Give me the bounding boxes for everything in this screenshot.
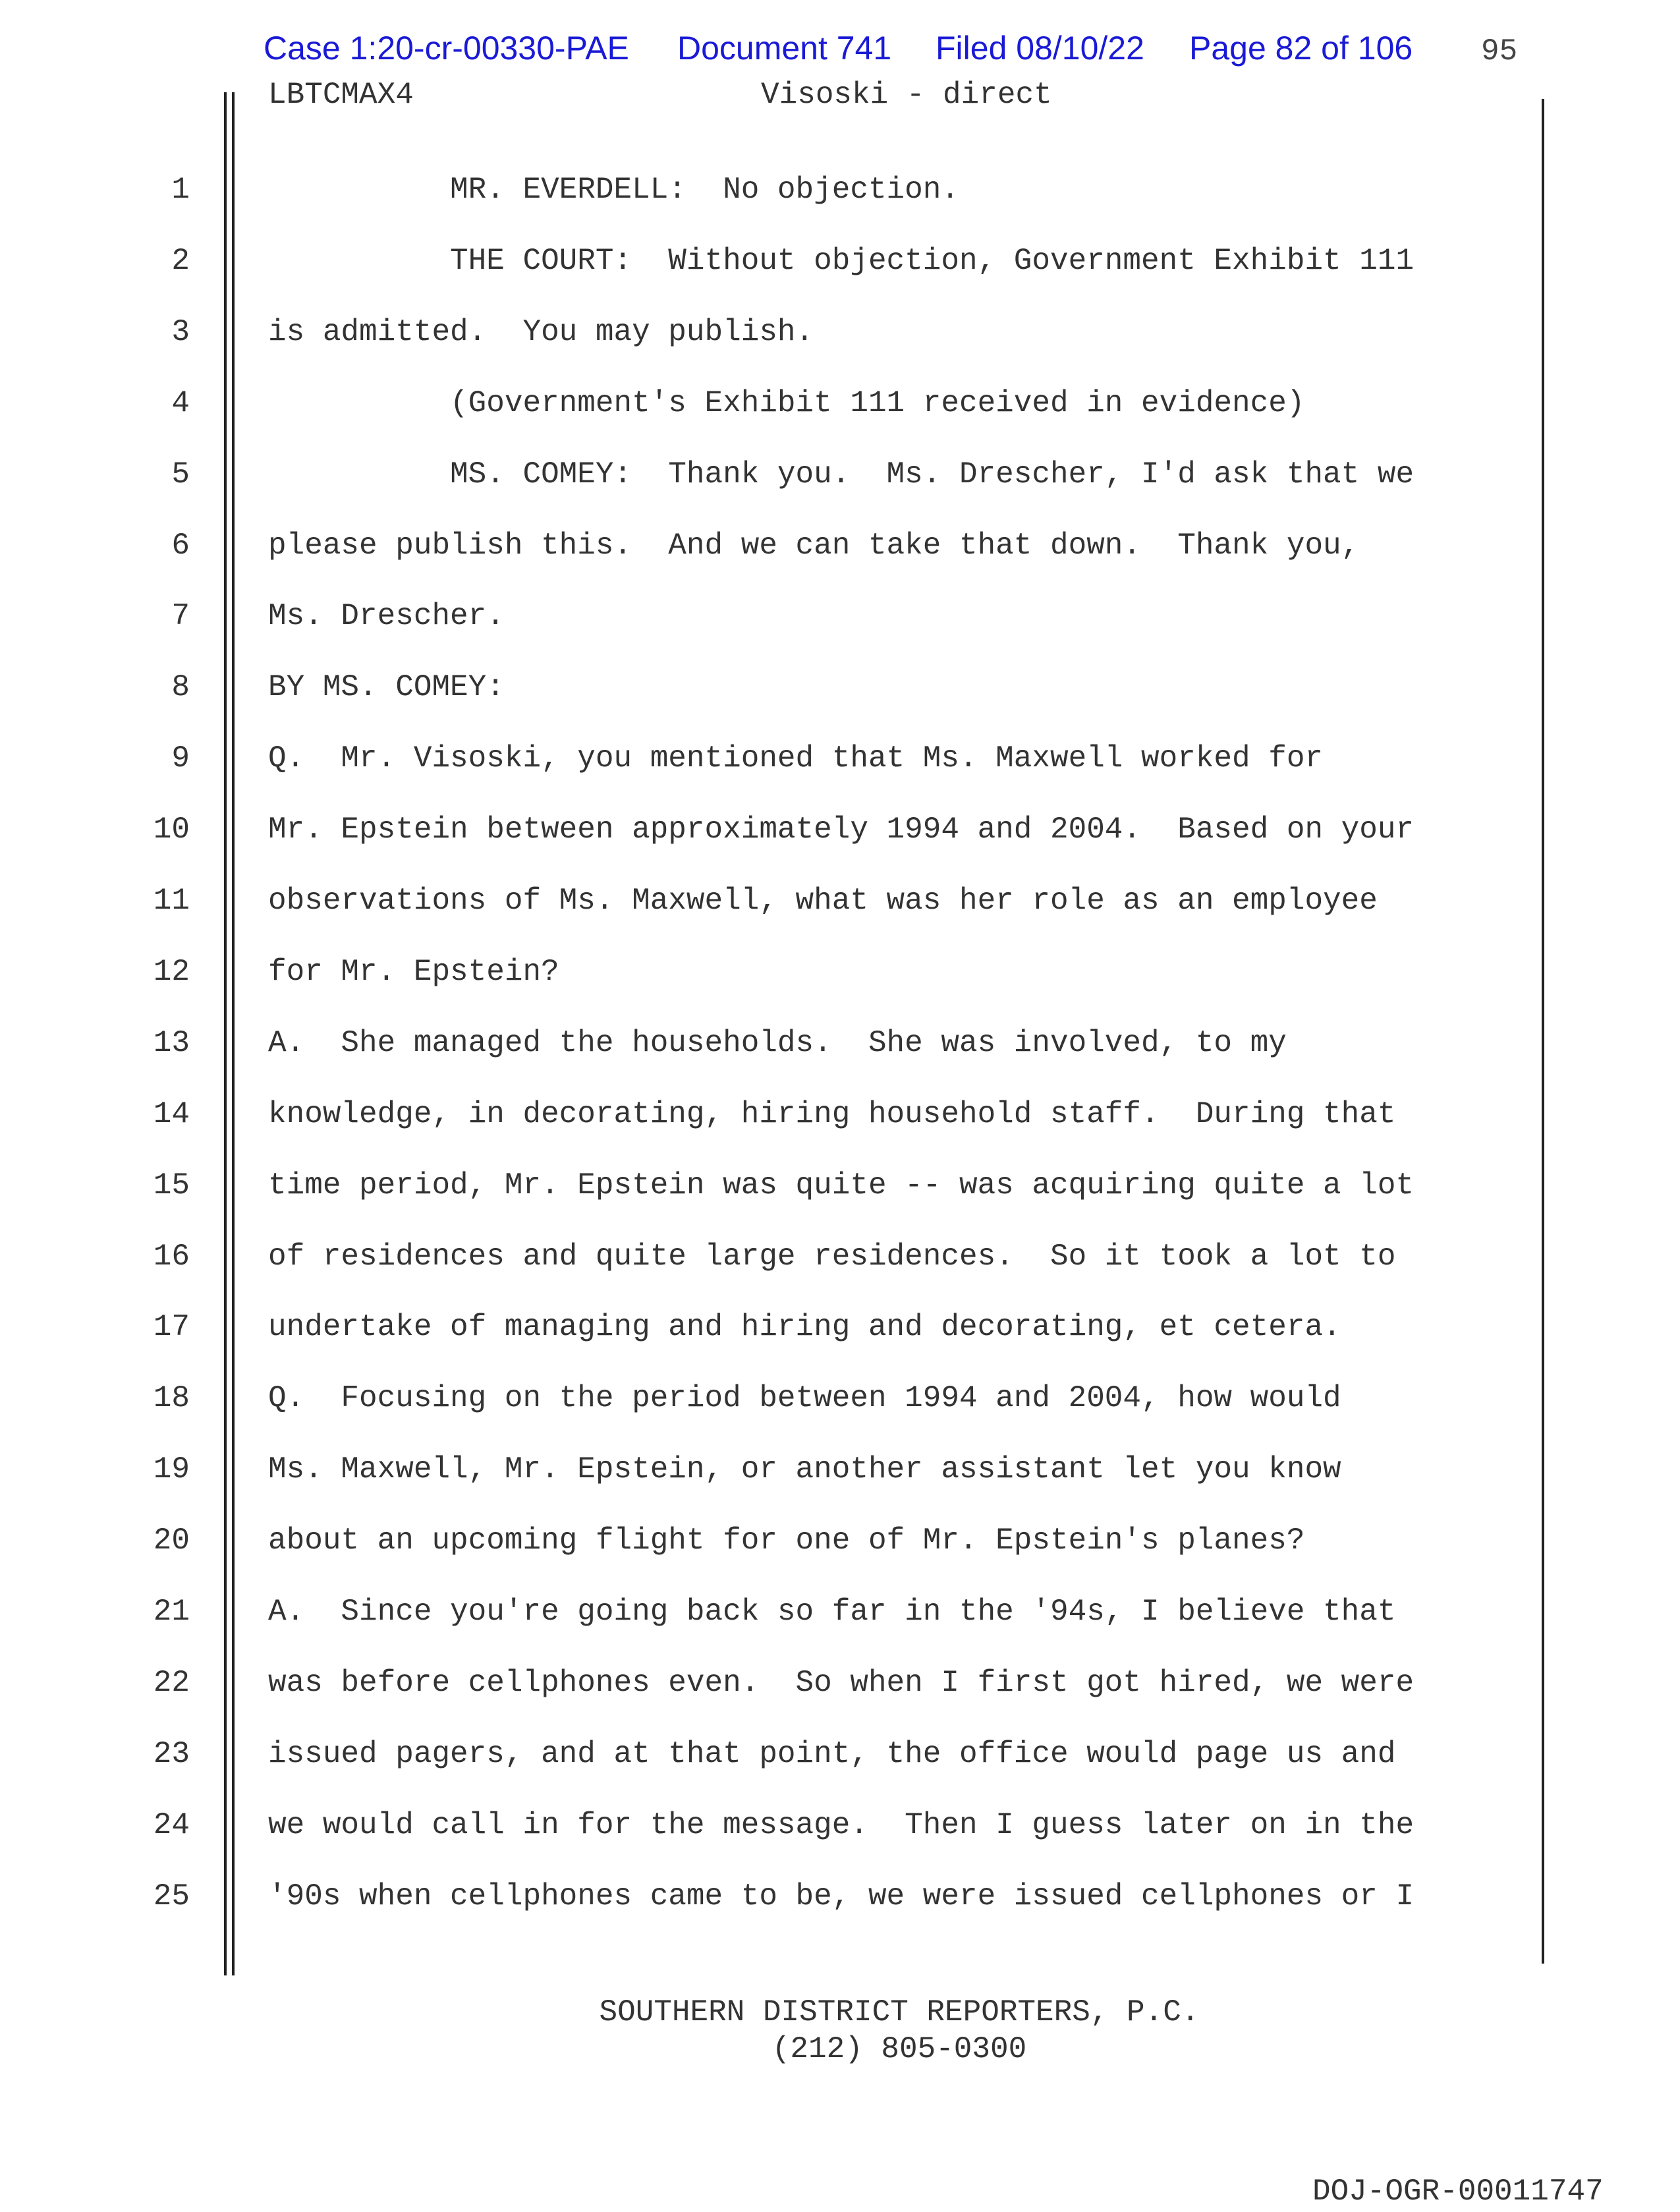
line-number: 14: [153, 1096, 190, 1131]
transcript-code: LBTCMAX4: [268, 78, 414, 112]
footer: [0, 1994, 1680, 2068]
transcript-line: [0, 884, 1680, 955]
line-text: Ms. Maxwell, Mr. Epstein, or another assistant let you know: [268, 1452, 1341, 1487]
line-number: 21: [153, 1595, 190, 1629]
transcript-line: [0, 1026, 1680, 1097]
transcript-line: [0, 1595, 1680, 1666]
reporter-phone: (212) 805-0300: [771, 2032, 1027, 2066]
transcript-line: [0, 1808, 1680, 1879]
line-text: observations of Ms. Maxwell, what was her role as an employee: [268, 884, 1378, 918]
line-number: 18: [153, 1381, 190, 1416]
line-text: about an upcoming flight for one of Mr. Epstein's planes?: [268, 1523, 1305, 1558]
line-text: of residences and quite large residences. So it took a lot to: [268, 1239, 1396, 1274]
line-text: knowledge, in decorating, hiring household staff. During that: [268, 1096, 1396, 1131]
line-text: Mr. Epstein between approximately 1994 and 2004. Based on your: [268, 812, 1414, 847]
transcript-line: [0, 1523, 1680, 1595]
transcript-line: [0, 1879, 1680, 1950]
line-text: Q. Mr. Visoski, you mentioned that Ms. Maxwell worked for: [268, 741, 1324, 776]
page-of: Page 82 of 106: [1189, 30, 1413, 67]
bates-number: DOJ-OGR-00011747: [1312, 2174, 1604, 2209]
line-number: 16: [153, 1239, 190, 1274]
transcript-line: [0, 1168, 1680, 1239]
transcript-line: [0, 386, 1680, 457]
line-text: is admitted. You may publish.: [268, 314, 814, 349]
transcript-line: [0, 1666, 1680, 1737]
line-text: '90s when cellphones came to be, we were issued cellphones or I: [268, 1879, 1414, 1914]
transcript-line: [0, 1381, 1680, 1452]
line-text: issued pagers, and at that point, the office would page us and: [268, 1736, 1396, 1771]
line-text: please publish this. And we can take that down. Thank you,: [268, 528, 1360, 563]
transcript-line: [0, 1737, 1680, 1808]
line-number: 24: [153, 1807, 190, 1842]
transcript-line: [0, 1310, 1680, 1381]
line-number: 13: [153, 1025, 190, 1060]
line-text: A. Since you're going back so far in the '94s, I believe that: [268, 1595, 1396, 1629]
line-number: 23: [153, 1736, 190, 1771]
reporter-name: SOUTHERN DISTRICT REPORTERS, P.C.: [599, 1995, 1200, 2029]
transcript-line: [0, 528, 1680, 600]
transcript-line: [0, 599, 1680, 670]
transcript-line: [0, 1239, 1680, 1311]
line-number: 7: [171, 599, 190, 634]
line-number: 19: [153, 1452, 190, 1487]
line-number: 5: [171, 457, 190, 492]
transcript-line: [0, 457, 1680, 528]
line-number: 1: [171, 173, 190, 207]
line-text: Q. Focusing on the period between 1994 and 2004, how would: [268, 1381, 1341, 1416]
line-text: THE COURT: Without objection, Government Exhibit 111: [268, 243, 1414, 278]
line-number: 15: [153, 1168, 190, 1203]
transcript-line: [0, 670, 1680, 741]
line-text: time period, Mr. Epstein was quite -- was acquiring quite a lot: [268, 1168, 1414, 1203]
line-number: 20: [153, 1523, 190, 1558]
line-number: 4: [171, 385, 190, 420]
line-number: 11: [153, 884, 190, 918]
transcript-line: [0, 1097, 1680, 1168]
line-number: 8: [171, 670, 190, 705]
line-text: was before cellphones even. So when I first got hired, we were: [268, 1665, 1414, 1700]
line-number: 22: [153, 1665, 190, 1700]
witness-heading: Visoski - direct: [761, 78, 1052, 112]
line-text: A. She managed the households. She was involved, to my: [268, 1025, 1287, 1060]
line-text: (Government's Exhibit 111 received in evidence): [268, 385, 1305, 420]
line-number: 6: [171, 528, 190, 563]
transcript-line: [0, 173, 1680, 244]
transcript-line: [0, 955, 1680, 1026]
transcript-page-number: 95: [1481, 34, 1518, 69]
line-text: undertake of managing and hiring and decorating, et cetera.: [268, 1310, 1341, 1345]
transcript-line: [0, 1452, 1680, 1523]
transcript-line: [0, 812, 1680, 884]
line-text: for Mr. Epstein?: [268, 954, 559, 989]
case-number: Case 1:20-cr-00330-PAE: [264, 30, 629, 67]
line-text: MS. COMEY: Thank you. Ms. Drescher, I'd ask that we: [268, 457, 1414, 492]
transcript-line: [0, 315, 1680, 386]
line-text: BY MS. COMEY:: [268, 670, 505, 705]
line-number: 10: [153, 812, 190, 847]
filed-date: Filed 08/10/22: [936, 30, 1144, 67]
line-number: 25: [153, 1879, 190, 1914]
line-text: we would call in for the message. Then I guess later on in the: [268, 1807, 1414, 1842]
line-number: 9: [171, 741, 190, 776]
line-number: 2: [171, 243, 190, 278]
transcript-line: [0, 244, 1680, 315]
line-text: Ms. Drescher.: [268, 599, 505, 634]
transcript-line: [0, 741, 1680, 812]
line-number: 12: [153, 954, 190, 989]
line-number: 3: [171, 314, 190, 349]
document-number: Document 741: [677, 30, 892, 67]
line-number: 17: [153, 1310, 190, 1345]
line-text: MR. EVERDELL: No objection.: [268, 173, 959, 207]
